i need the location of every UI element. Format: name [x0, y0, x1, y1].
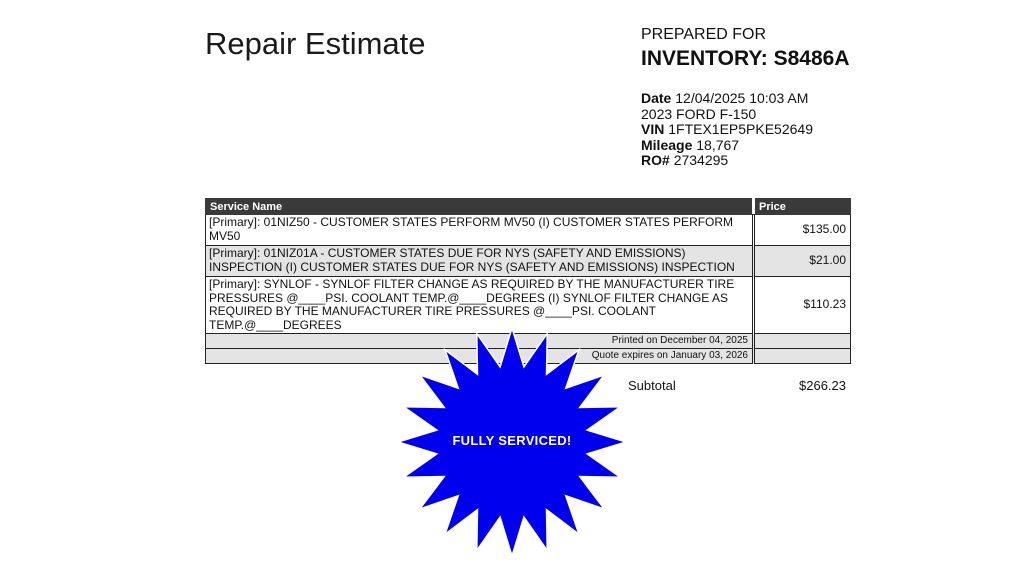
date-label: Date — [641, 90, 672, 106]
page-title: Repair Estimate — [205, 26, 426, 61]
subtotal-label: Subtotal — [628, 378, 676, 393]
vin-value: 1FTEX1EP5PKE52649 — [668, 121, 813, 138]
printed-on-blank — [754, 334, 851, 349]
price-cell: $21.00 — [754, 246, 851, 277]
table-header-row — [206, 199, 851, 215]
vin-row — [641, 122, 813, 138]
vehicle-info — [641, 91, 813, 169]
date-value: 12/04/2025 10:03 AM — [675, 90, 809, 106]
table-row — [206, 246, 851, 277]
inventory-number: INVENTORY: S8486A — [641, 47, 850, 70]
service-cell: [Primary]: SYNLOF - SYNLOF FILTER CHANGE AS REQUIRED BY THE MANUFACTURER TIRE PRESSURES @____PSI. COOLANT TEMP.@____DEGREES (I) SYNLOF FILTER CHANGE AS REQUIRED BY THE MANUFACTURER TIRE PRESSURES @____PSI. COOLANT TEMP.@____DEGREES — [206, 277, 754, 334]
prepared-for-label: PREPARED FOR — [641, 26, 767, 43]
printed-on-note: Printed on December 04, 2025 — [206, 334, 754, 349]
badge-text: FULLY SERVICED! — [452, 433, 572, 448]
ro-row — [641, 153, 813, 169]
mileage-row — [641, 138, 813, 154]
vehicle-model: 2023 FORD F-150 — [641, 105, 757, 122]
service-cell: [Primary]: 01NIZ50 - CUSTOMER STATES PERFORM MV50 (I) CUSTOMER STATES PERFORM MV50 — [206, 215, 754, 246]
subtotal-value: $266.23 — [799, 378, 846, 393]
mileage-label: Mileage — [641, 136, 693, 153]
ro-value: 2734295 — [673, 152, 729, 169]
service-cell: [Primary]: 01NIZ01A - CUSTOMER STATES DUE FOR NYS (SAFETY AND EMISSIONS) INSPECTION (I) CUSTOMER STATES DUE FOR NYS (SAFETY AND EMISSIONS) INSPECTION — [206, 246, 754, 277]
price-cell: $135.00 — [754, 215, 851, 246]
ro-label: RO# — [641, 152, 670, 169]
quote-expires-note: Quote expires on January 03, 2026 — [206, 349, 754, 364]
vin-label: VIN — [641, 121, 665, 138]
date-row — [641, 91, 813, 107]
service-name-header: Service Name — [206, 199, 754, 215]
quote-expires-blank — [754, 349, 851, 364]
table-row — [206, 277, 851, 334]
mileage-value: 18,767 — [696, 136, 740, 153]
table-row — [206, 215, 851, 246]
price-header: Price — [754, 199, 851, 215]
price-cell: $110.23 — [754, 277, 851, 334]
